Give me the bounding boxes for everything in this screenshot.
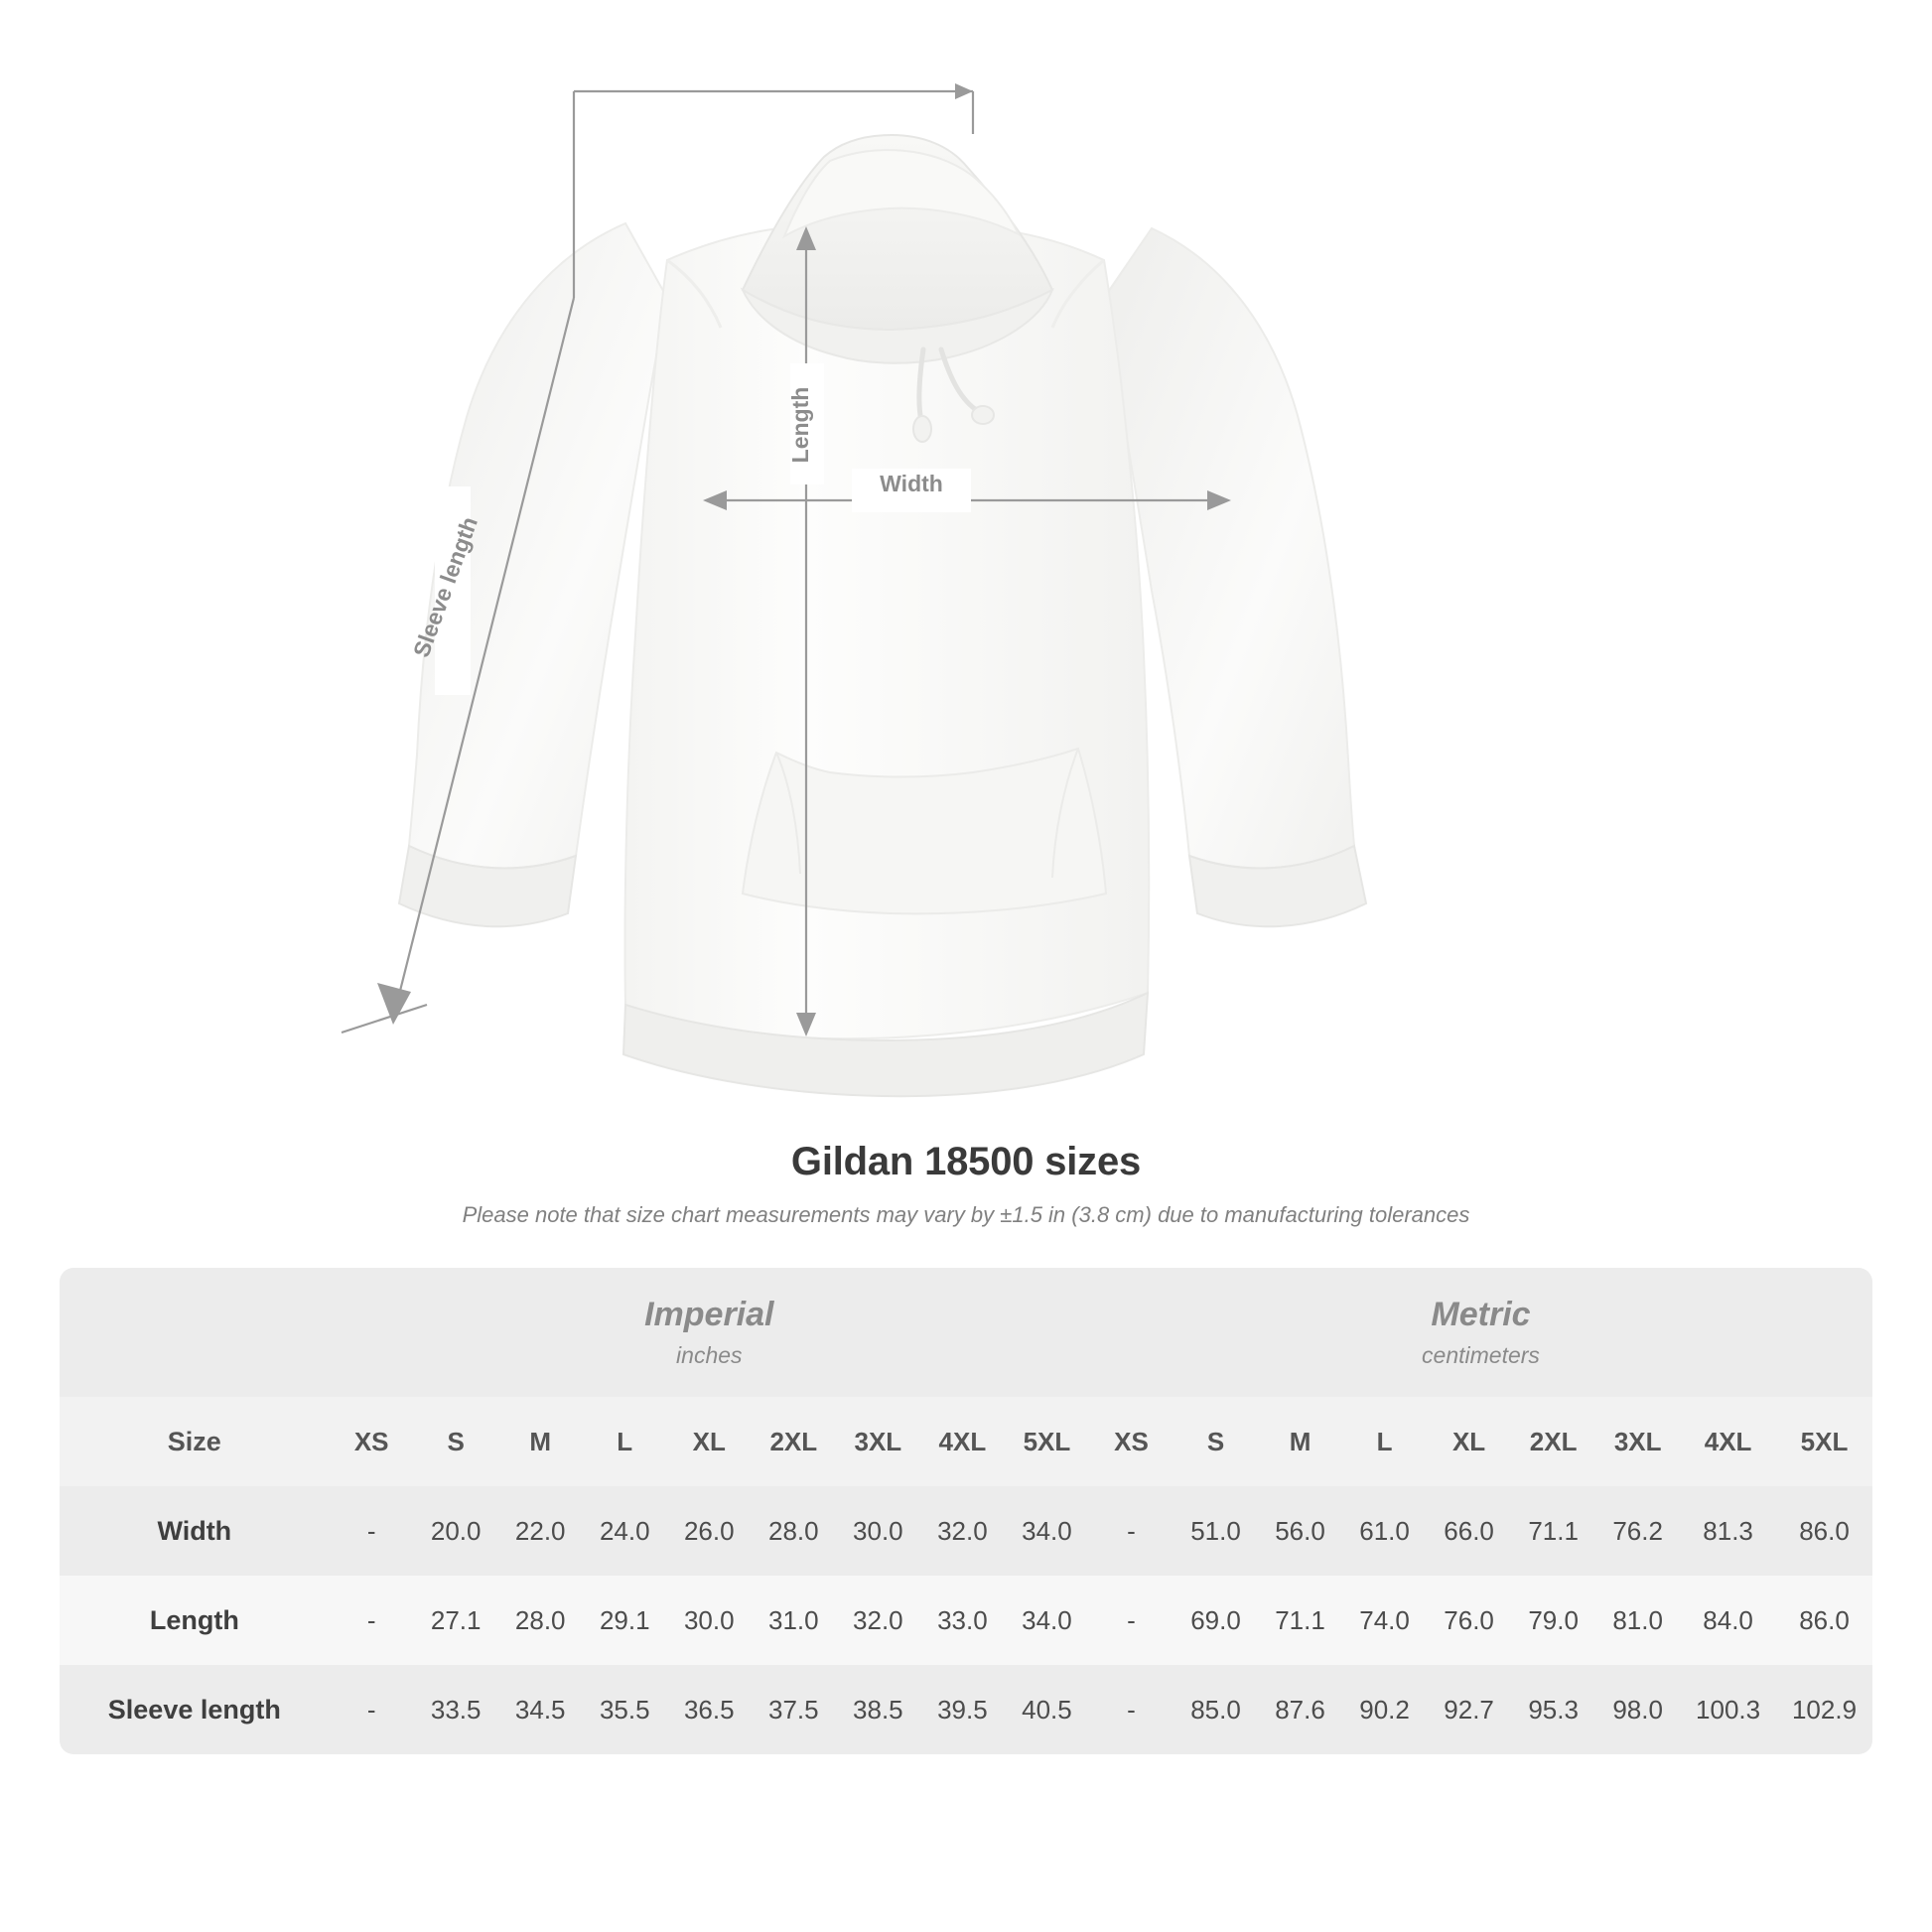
cell-width-metric-5xl: 86.0 bbox=[1776, 1486, 1872, 1576]
cell-length-metric-s: 69.0 bbox=[1173, 1576, 1258, 1665]
cell-length-imperial-5xl: 34.0 bbox=[1005, 1576, 1089, 1665]
cell-sleeve-imperial-xs: - bbox=[330, 1665, 414, 1754]
cell-sleeve-metric-3xl: 98.0 bbox=[1595, 1665, 1680, 1754]
cell-length-imperial-4xl: 33.0 bbox=[920, 1576, 1005, 1665]
unit-group-metric bbox=[1089, 1268, 1872, 1397]
cell-sleeve-metric-xl: 92.7 bbox=[1427, 1665, 1511, 1754]
cell-sleeve-imperial-2xl: 37.5 bbox=[752, 1665, 836, 1754]
cell-width-imperial-l: 24.0 bbox=[583, 1486, 667, 1576]
unit-header-spacer bbox=[60, 1268, 330, 1397]
row-label-width: Width bbox=[60, 1486, 330, 1576]
size-header-metric-2xl: 2XL bbox=[1511, 1397, 1595, 1486]
size-table-wrapper bbox=[60, 1268, 1872, 1754]
cell-width-metric-xs: - bbox=[1089, 1486, 1173, 1576]
cell-sleeve-metric-l: 90.2 bbox=[1342, 1665, 1427, 1754]
cell-length-imperial-xl: 30.0 bbox=[667, 1576, 752, 1665]
cell-length-metric-m: 71.1 bbox=[1258, 1576, 1342, 1665]
cell-sleeve-metric-4xl: 100.3 bbox=[1680, 1665, 1776, 1754]
cell-sleeve-metric-2xl: 95.3 bbox=[1511, 1665, 1595, 1754]
cell-width-imperial-xs: - bbox=[330, 1486, 414, 1576]
table-row bbox=[60, 1576, 1872, 1665]
cell-length-imperial-m: 28.0 bbox=[498, 1576, 583, 1665]
size-header-imperial-2xl: 2XL bbox=[752, 1397, 836, 1486]
cell-length-imperial-l: 29.1 bbox=[583, 1576, 667, 1665]
cell-width-imperial-xl: 26.0 bbox=[667, 1486, 752, 1576]
cell-length-imperial-3xl: 32.0 bbox=[836, 1576, 920, 1665]
cell-width-metric-4xl: 81.3 bbox=[1680, 1486, 1776, 1576]
cell-length-imperial-s: 27.1 bbox=[414, 1576, 498, 1665]
size-header-imperial-m: M bbox=[498, 1397, 583, 1486]
cell-width-imperial-s: 20.0 bbox=[414, 1486, 498, 1576]
cell-sleeve-imperial-l: 35.5 bbox=[583, 1665, 667, 1754]
size-header-imperial-3xl: 3XL bbox=[836, 1397, 920, 1486]
size-header-imperial-xs: XS bbox=[330, 1397, 414, 1486]
cell-width-metric-3xl: 76.2 bbox=[1595, 1486, 1680, 1576]
size-header-metric-xs: XS bbox=[1089, 1397, 1173, 1486]
unit-group-imperial bbox=[330, 1268, 1089, 1397]
size-header-metric-s: S bbox=[1173, 1397, 1258, 1486]
table-row bbox=[60, 1486, 1872, 1576]
cell-sleeve-imperial-5xl: 40.5 bbox=[1005, 1665, 1089, 1754]
cell-length-metric-xs: - bbox=[1089, 1576, 1173, 1665]
cell-length-imperial-2xl: 31.0 bbox=[752, 1576, 836, 1665]
size-header-metric-m: M bbox=[1258, 1397, 1342, 1486]
cell-width-imperial-4xl: 32.0 bbox=[920, 1486, 1005, 1576]
cell-sleeve-imperial-s: 33.5 bbox=[414, 1665, 498, 1754]
table-row bbox=[60, 1665, 1872, 1754]
tolerance-note: Please note that size chart measurements may vary by ±1.5 in (3.8 cm) due to manufacturing tolerances bbox=[462, 1202, 1470, 1227]
cell-length-imperial-xs: - bbox=[330, 1576, 414, 1665]
size-table bbox=[60, 1268, 1872, 1754]
size-header-imperial-s: S bbox=[414, 1397, 498, 1486]
size-header-metric-4xl: 4XL bbox=[1680, 1397, 1776, 1486]
cell-length-metric-3xl: 81.0 bbox=[1595, 1576, 1680, 1665]
length-label: Length bbox=[787, 386, 813, 464]
row-label-sleeve-length: Sleeve length bbox=[60, 1665, 330, 1754]
unit-group-imperial-sub: inches bbox=[676, 1342, 743, 1368]
cell-length-metric-4xl: 84.0 bbox=[1680, 1576, 1776, 1665]
cell-width-metric-s: 51.0 bbox=[1173, 1486, 1258, 1576]
size-header-metric-3xl: 3XL bbox=[1595, 1397, 1680, 1486]
size-header-row bbox=[60, 1397, 1872, 1486]
size-header-imperial-l: L bbox=[583, 1397, 667, 1486]
cell-length-metric-l: 74.0 bbox=[1342, 1576, 1427, 1665]
page-title: Gildan 18500 sizes bbox=[790, 1140, 1142, 1183]
cell-width-imperial-3xl: 30.0 bbox=[836, 1486, 920, 1576]
cell-sleeve-imperial-m: 34.5 bbox=[498, 1665, 583, 1754]
size-header-imperial-5xl: 5XL bbox=[1005, 1397, 1089, 1486]
unit-group-metric-sub: centimeters bbox=[1422, 1342, 1540, 1368]
cell-width-imperial-2xl: 28.0 bbox=[752, 1486, 836, 1576]
cell-width-imperial-5xl: 34.0 bbox=[1005, 1486, 1089, 1576]
cell-sleeve-metric-5xl: 102.9 bbox=[1776, 1665, 1872, 1754]
width-label: Width bbox=[880, 471, 943, 496]
cell-sleeve-imperial-3xl: 38.5 bbox=[836, 1665, 920, 1754]
size-header-metric-l: L bbox=[1342, 1397, 1427, 1486]
unit-header-row bbox=[60, 1268, 1872, 1397]
cell-width-imperial-m: 22.0 bbox=[498, 1486, 583, 1576]
unit-group-metric-name: Metric bbox=[1431, 1296, 1531, 1333]
cell-width-metric-2xl: 71.1 bbox=[1511, 1486, 1595, 1576]
row-label-length: Length bbox=[60, 1576, 330, 1665]
cell-sleeve-imperial-4xl: 39.5 bbox=[920, 1665, 1005, 1754]
size-header-metric-xl: XL bbox=[1427, 1397, 1511, 1486]
title-block bbox=[0, 1140, 1932, 1228]
cell-width-metric-m: 56.0 bbox=[1258, 1486, 1342, 1576]
cell-sleeve-metric-xs: - bbox=[1089, 1665, 1173, 1754]
size-header-label: Size bbox=[60, 1397, 330, 1486]
unit-group-imperial-name: Imperial bbox=[644, 1296, 774, 1333]
cell-length-metric-5xl: 86.0 bbox=[1776, 1576, 1872, 1665]
cell-length-metric-2xl: 79.0 bbox=[1511, 1576, 1595, 1665]
cell-width-metric-xl: 66.0 bbox=[1427, 1486, 1511, 1576]
size-header-imperial-4xl: 4XL bbox=[920, 1397, 1005, 1486]
cell-sleeve-metric-m: 87.6 bbox=[1258, 1665, 1342, 1754]
cell-width-metric-l: 61.0 bbox=[1342, 1486, 1427, 1576]
sleeve-length-label: Sleeve length bbox=[407, 513, 483, 661]
size-header-imperial-xl: XL bbox=[667, 1397, 752, 1486]
cell-length-metric-xl: 76.0 bbox=[1427, 1576, 1511, 1665]
cell-sleeve-imperial-xl: 36.5 bbox=[667, 1665, 752, 1754]
size-header-metric-5xl: 5XL bbox=[1776, 1397, 1872, 1486]
cell-sleeve-metric-s: 85.0 bbox=[1173, 1665, 1258, 1754]
